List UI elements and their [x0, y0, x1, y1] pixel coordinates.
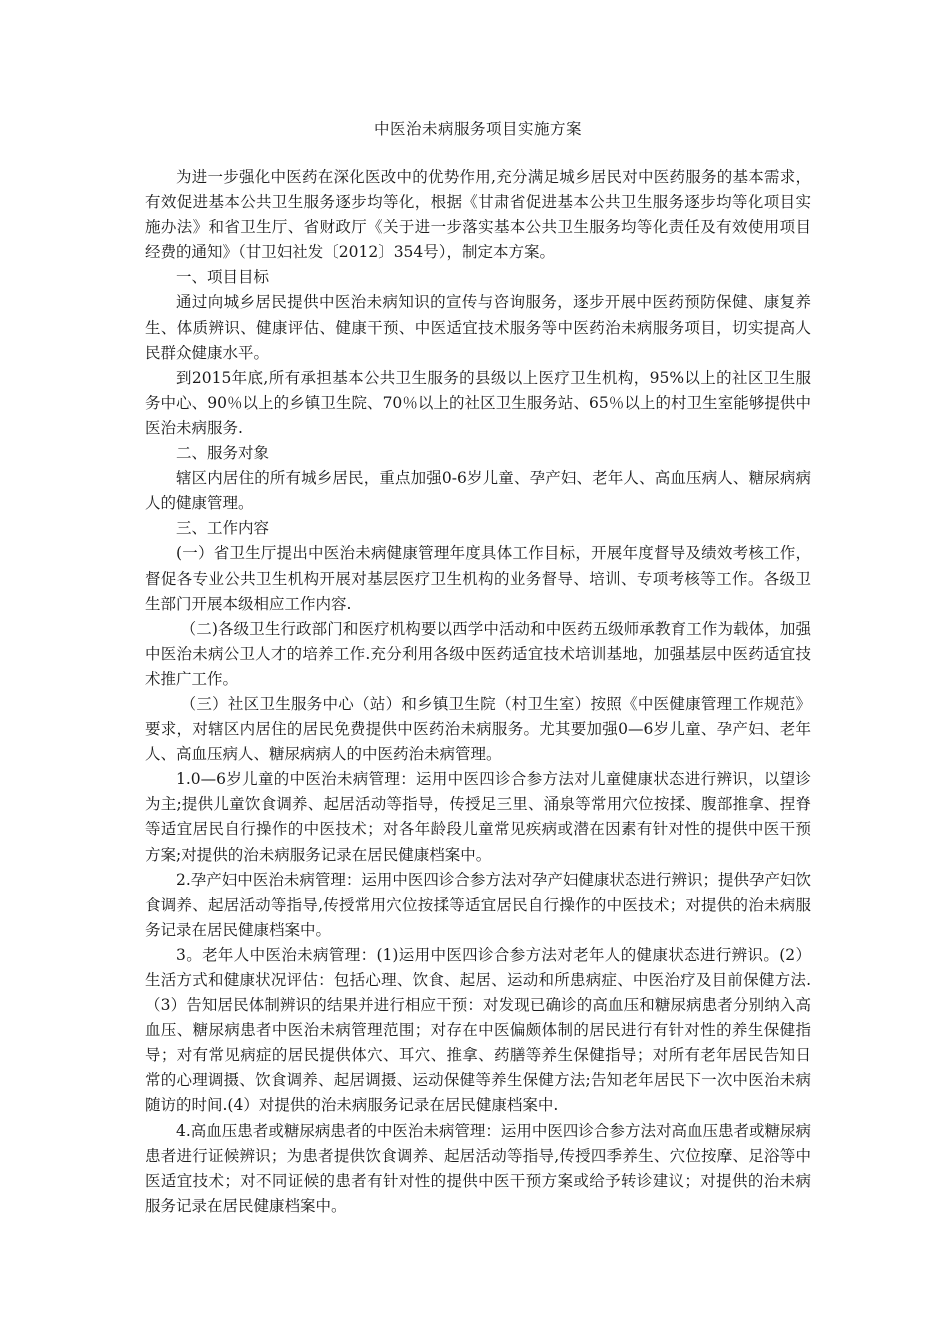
section-heading-work: 三、工作内容	[176, 519, 270, 538]
section-heading-targets: 二、服务对象	[176, 444, 270, 463]
intro-paragraph: 为进一步强化中医药在深化医改中的优势作用,充分满足城乡居民对中医药服务的基本需求，有效促进基本公共卫生服务逐步均等化，根据《甘肃省促进基本公共卫生服务逐步均等化项目实施办法》和省卫生厅、省财政厅《关于进一步落实基本公共卫生服务均等化责任及有效使用项目经费的通知》（甘卫妇社发〔2012〕354号），制定本方案。	[145, 168, 811, 262]
targets-paragraph: 辖区内居住的所有城乡居民，重点加强0-6岁儿童、孕产妇、老年人、高血压病人、糖尿病病人的健康管理。	[145, 469, 811, 513]
document-body	[145, 165, 811, 1219]
goals-paragraph-2: 到2015年底,所有承担基本公共卫生服务的县级以上医疗卫生机构，95%以上的社区卫生服务中心、90％以上的乡镇卫生院、70％以上的社区卫生服务站、65％以上的村卫生室能够提供中医治未病服务.	[145, 368, 811, 437]
work-paragraph-2: （二)各级卫生行政部门和医疗机构要以西学中活动和中医药五级师承教育工作为载体，加强中医治未病公卫人才的培养工作.充分利用各级中医药适宜技术培训基地，加强基层中医药适宜技术推广工作。	[145, 619, 811, 688]
children-management-paragraph: 1.0—6岁儿童的中医治未病管理：运用中医四诊合参方法对儿童健康状态进行辨识，以望诊为主;提供儿童饮食调养、起居活动等指导，传授足三里、涌泉等常用穴位按揉、腹部推拿、捏脊等适宜居民自行操作的中医技术；对各年龄段儿童常见疾病或潜在因素有针对性的提供中医干预方案;对提供的治未病服务记录在居民健康档案中。	[145, 770, 811, 864]
document-title: 中医治未病服务项目实施方案	[373, 120, 582, 138]
goals-paragraph-1: 通过向城乡居民提供中医治未病知识的宣传与咨询服务，逐步开展中医药预防保健、康复养生、体质辨识、健康评估、健康干预、中医适宜技术服务等中医药治未病服务项目，切实提高人民群众健康水平。	[145, 293, 811, 362]
section-heading-goals: 一、项目目标	[176, 268, 270, 287]
maternal-management-paragraph: 2.孕产妇中医治未病管理：运用中医四诊合参方法对孕产妇健康状态进行辨识；提供孕产妇饮食调养、起居活动等指导,传授常用穴位按揉等适宜居民自行操作的中医技术；对提供的治未病服务记录在居民健康档案中。	[145, 870, 811, 939]
work-paragraph-1: (一）省卫生厅提出中医治未病健康管理年度具体工作目标，开展年度督导及绩效考核工作，督促各专业公共卫生机构开展对基层医疗卫生机构的业务督导、培训、专项考核等工作。各级卫生部门开展本级相应工作内容.	[145, 544, 811, 613]
work-paragraph-3: （三）社区卫生服务中心（站）和乡镇卫生院（村卫生室）按照《中医健康管理工作规范》要求，对辖区内居住的居民免费提供中医药治未病服务。尤其要加强0—6岁儿童、孕产妇、老年人、高血压病人、糖尿病病人的中医药治未病管理。	[145, 694, 811, 764]
chronic-disease-management-paragraph: 4.高血压患者或糖尿病患者的中医治未病管理：运用中医四诊合参方法对高血压患者或糖尿病患者进行证候辨识；为患者提供饮食调养、起居活动等指导,传授四季养生、穴位按摩、足浴等中医适宜技术；对不同证候的患者有针对性的提供中医干预方案或给予转诊建议；对提供的治未病服务记录在居民健康档案中。	[145, 1121, 811, 1215]
elderly-management-paragraph: 3。老年人中医治未病管理：(1)运用中医四诊合参方法对老年人的健康状态进行辨识。(2）生活方式和健康状况评估：包括心理、饮食、起居、运动和所患病症、中医治疗及目前保健方法.（3）告知居民体制辨识的结果并进行相应干预：对发现已确诊的高血压和糖尿病患者分别纳入高血压、糖尿病患者中医治未病管理范围；对存在中医偏颇体制的居民进行有针对性的养生保健指导；对有常见病症的居民提供体穴、耳穴、推拿、药膳等养生保健指导；对所有老年居民告知日常的心理调摄、饮食调养、起居调摄、运动保健等养生保健方法;告知老年居民下一次中医治未病随访的时间.(4）对提供的治未病服务记录在居民健康档案中.	[145, 945, 811, 1115]
